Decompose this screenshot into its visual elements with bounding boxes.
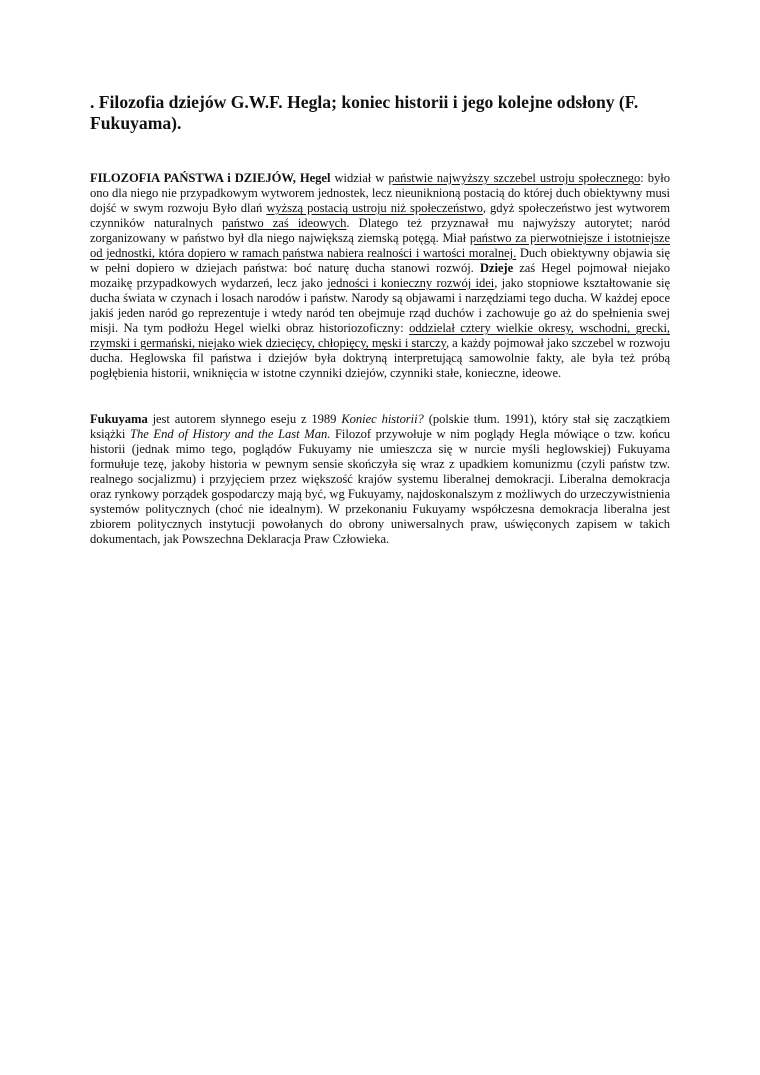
text-run: , gdyż społeczeństwo jest wytworem czynników naturalnych <box>90 201 670 230</box>
text-run: zaś Hegel pojmował niejako mozaikę przypadkowych wydarzeń, lecz jako <box>90 261 670 290</box>
document-title: . Filozofia dziejów G.W.F. Hegla; koniec historii i jego kolejne odsłony (F. Fukuyama). <box>90 92 639 133</box>
paragraph-hegel <box>90 171 670 381</box>
underlined-phrase: państwo zaś ideowych <box>222 216 347 230</box>
underlined-phrase: państwo za pierwotniejsze i istotniejsze od jednostki, która dopiero w ramach państwa nabiera realności i wartości moralnej. <box>90 231 670 260</box>
underlined-phrase: wyższą postacią ustroju niż społeczeństwo <box>266 201 483 215</box>
text-run: jest autorem słynnego eseju z 1989 <box>147 412 342 426</box>
text-run: , jako stopniowe kształtowanie się ducha świata w czynach i losach narodów i państw. Narody są objawami i narzędziami tego ducha. W każdej epoce jakiś jeden naród go reprezentuje i wtedy naród ten obejmuje rząd duchów i zachowuje go aż do spełnienia swej misji. Na tym podłożu Hegel wielki obraz historiozoficzny: <box>90 276 670 335</box>
underlined-phrase: oddzielał cztery wielkie okresy, wschodni, grecki, rzymski i germański, niejako wiek dziecięcy, chłopięcy, męski i starczy <box>90 321 670 350</box>
text-run: , a każdy pojmował jako szczebel w rozwoju ducha. Heglowska fil państwa i dziejów była doktryną interpretującą samowolnie fakty, ale była też próbą pogłębienia historii, wniknięcia w istotne czynniki dziejów, czynniki stałe, konieczne, ideowe. <box>90 336 671 380</box>
underlined-phrase: państwie najwyższy szczebel ustroju społecznego <box>388 171 641 185</box>
italic-title-koniec-historii: Koniec historii? <box>341 412 424 426</box>
paragraph-fukuyama <box>90 412 670 547</box>
text-run: . Dlatego też przyznawał mu najwyższy autorytet; naród zorganizowany w państwo był dla niego największą ziemską potęgą. Miał <box>90 216 670 245</box>
underlined-phrase: jedności i konieczny rozwój idei <box>327 276 495 290</box>
text-run: (polskie tłum. 1991), który stał się zaczątkiem książki <box>90 412 670 441</box>
text-run: : było ono dla niego nie przypadkowym wytworem jednostek, lecz nieuniknioną postacią do której duch obiektywny musi dojść w swym rozwoju Było dlań <box>90 171 670 215</box>
text-run: Filozof przywołuje w nim poglądy Hegla mówiące o tzw. końcu historii (jednak mimo tego, poglądów Fukuyamy nie umieszcza się w nurcie myśli heglowskiej) Fukuyama formułuje tezę, jakoby historia w pewnym sensie skończyła się wraz z upadkiem komunizmu (czyli państw tzw. realnego socjalizmu) i przyjęciem przez większość krajów systemu liberalnej demokracji. Liberalna demokracja oraz rynkowy porządek gospodarczy mają być, wg Fukuyamy, najdoskonalszym z możliwych do urzeczywistnienia systemów politycznych (choć nie idealnym). W przekonaniu Fukuyamy współczesna demokracja liberalna jest zbiorem politycznych instytucji powołanych do obrony uniwersalnych praw, uświęconych zapisem w takich dokumentach, jak Powszechna Deklaracja Praw Człowieka. <box>90 427 671 546</box>
italic-title-end-of-history: The End of History and the Last Man. <box>130 427 331 441</box>
text-run: Duch obiektywny objawia się w pełni dopiero w dziejach państwa: boć naturę ducha stanowi rozwój. <box>90 246 670 275</box>
bold-term-dzieje: Dzieje <box>479 261 514 275</box>
heading-bold-hegel: FILOZOFIA PAŃSTWA i DZIEJÓW, Hegel <box>90 171 331 185</box>
text-run: widział w <box>330 171 389 185</box>
bold-term-fukuyama: Fukuyama <box>90 412 148 426</box>
document-page <box>90 92 670 547</box>
